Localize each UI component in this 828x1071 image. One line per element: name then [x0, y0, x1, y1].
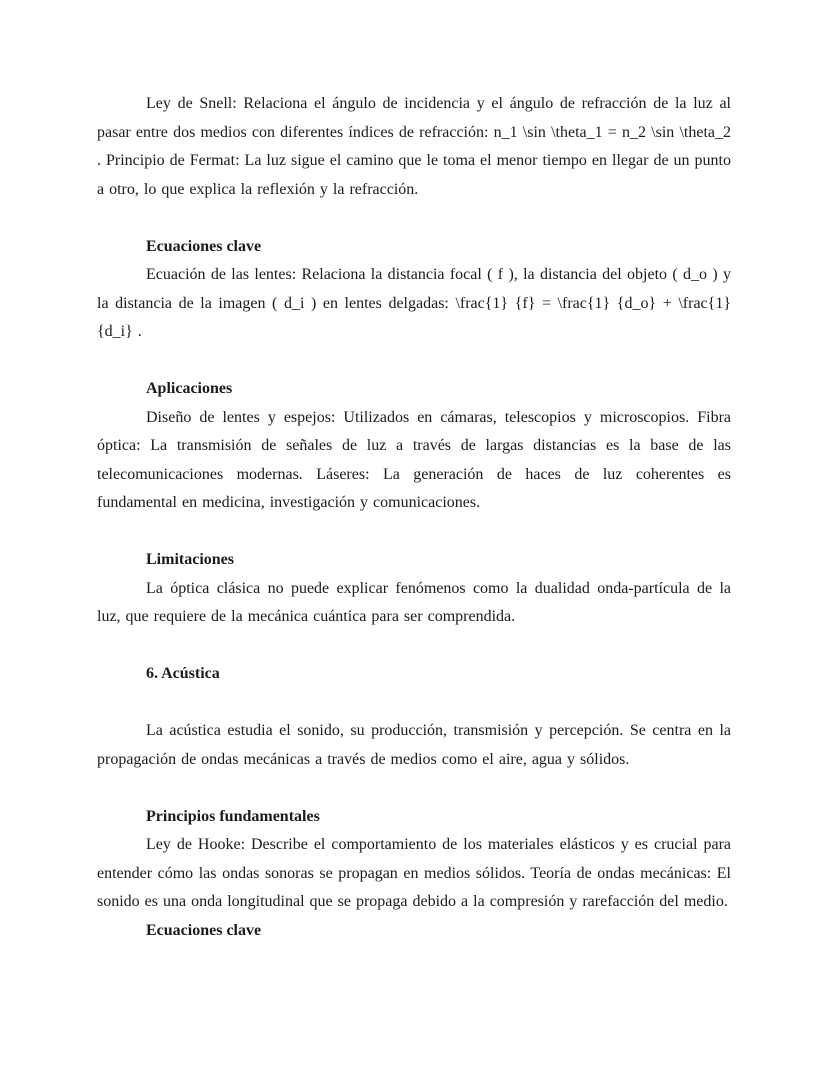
paragraph: Ecuación de las lentes: Relaciona la distancia focal ( f ), la distancia del objeto ( d_o ) y la distancia de la imagen ( d_i ) en lentes delgadas: \frac{1} {f} = \frac{1} {d_o} + \frac{1} {d_i} .: [97, 266, 731, 340]
section-heading: Ecuaciones clave: [146, 237, 262, 255]
section-heading: Limitaciones: [146, 551, 234, 568]
paragraph: Ley de Hooke: Describe el comportamiento de los materiales elásticos y es crucial para entender cómo las ondas sonoras se propagan en medios sólidos. Teoría de ondas mecánicas: El sonido es una onda longitudinal que se propaga debido a la compresión y rarefacción del medio.: [97, 836, 731, 910]
paragraph: La óptica clásica no puede explicar fenómenos como la dualidad onda-partícula de la luz, que requiere de la mecánica cuántica para ser comprendida.: [97, 579, 731, 625]
document-content: [97, 90, 731, 945]
paragraph: La acústica estudia el sonido, su producción, transmisión y percepción. Se centra en la propagación de ondas mecánicas a través de medios como el aire, agua y sólidos.: [97, 722, 731, 768]
paragraph: Diseño de lentes y espejos: Utilizados en cámaras, telescopios y microscopios. Fibra óptica: La transmisión de señales de luz a través de largas distancias es la base de las telecomunicaciones modernas. Láseres: La generación de haces de luz coherentes es fundamental en medicina, investigación y comunicaciones.: [97, 408, 731, 511]
section-heading: 6. Acústica: [146, 665, 220, 682]
section-heading: Aplicaciones: [146, 380, 233, 397]
paragraph: Ley de Snell: Relaciona el ángulo de incidencia y el ángulo de refracción de la luz al pasar entre dos medios con diferentes índices de refracción: n_1 \sin \theta_1 = n_2 \sin \theta_2 . Principio de Fermat: La luz sigue el camino que le toma el menor tiempo en llegar de un punto a otro, lo que explica la reflexión y la refracción.: [97, 95, 731, 198]
section-heading: Principios fundamentales: [146, 807, 320, 825]
section-heading: Ecuaciones clave: [146, 921, 262, 939]
